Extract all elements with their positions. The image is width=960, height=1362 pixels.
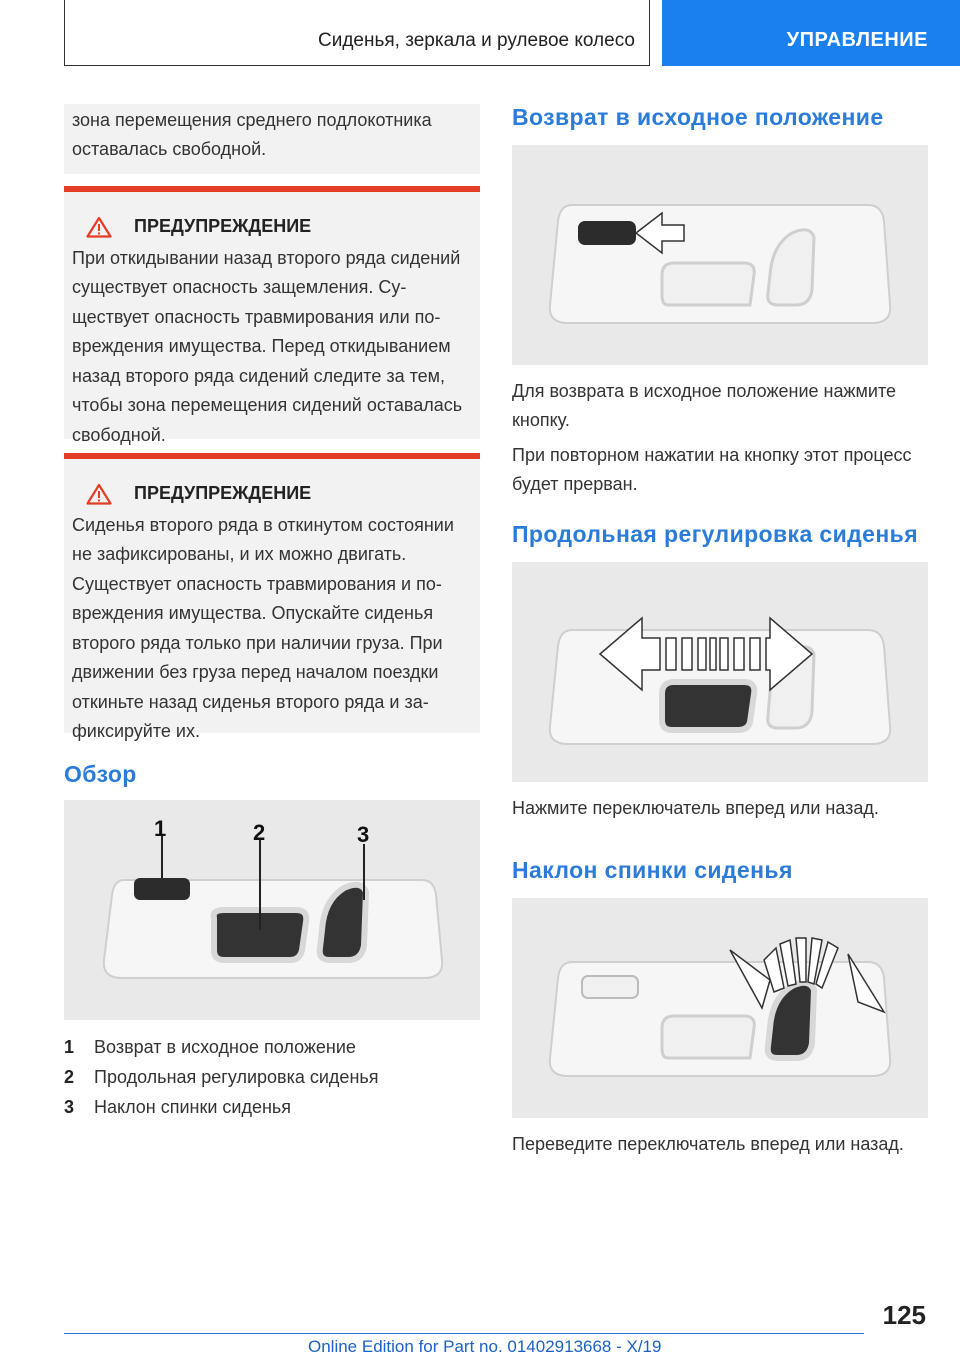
header-chapter-label: УПРАВЛЕНИЕ <box>786 29 928 51</box>
warning-title: ПРЕДУПРЕЖДЕНИЕ <box>72 212 472 242</box>
longitudinal-paragraph: Нажмите переключатель вперед или назад. <box>512 798 879 818</box>
longitudinal-adjust-image <box>512 562 928 782</box>
callout-1: 1 <box>154 816 167 841</box>
reset-illustration <box>512 145 928 365</box>
backrest-paragraph: Переведите переключатель вперед или назад. <box>512 1134 904 1154</box>
longitudinal-illustration <box>512 562 928 782</box>
warning-text-2: Сиденья второго ряда в откинутом состоянии не зафиксированы, и их можно двигать. Существует опасность травмирования и повреждения имущества. Опускайте сиденья второго ряда только при наличии груза. При движении без груза перед началом поездки откиньте назад сиденья второго ряда и зафиксируйте их. <box>72 514 454 741</box>
page-number: 125 <box>882 1300 926 1330</box>
callout-3: 3 <box>357 822 370 847</box>
list-item: 2 Продольная регулировка сиденья <box>64 1067 379 1087</box>
header-chapter-tab <box>662 0 960 66</box>
header-section-box <box>64 0 650 66</box>
warning-text-1: При откидывании назад второго ряда сидений существует опасность защемления. Существует опасность травмирования или повреждения имущества. Перед откидыванием назад второго ряда сидений следите за тем, чтобы зона перемещения сидений оставалась свободной. <box>72 247 463 445</box>
reset-paragraph-1: Для возврата в исходное положение нажмите кнопку. <box>512 381 897 430</box>
overview-legend <box>64 1032 480 1122</box>
warning-triangle-icon <box>86 483 112 505</box>
list-item: 1 Возврат в исходное положение <box>64 1037 356 1057</box>
reset-button-image <box>512 145 928 365</box>
warning-triangle-icon <box>86 216 112 238</box>
reset-heading: Возврат в исходное положение <box>512 104 884 130</box>
warning-box-2 <box>64 453 480 741</box>
longitudinal-heading: Продольная регулировка сиденья <box>512 521 919 547</box>
seat-controls-illustration <box>64 800 480 1020</box>
warning-box-1 <box>64 186 480 445</box>
top-note: зона перемещения среднего подлокотника оставалась свободной. <box>64 104 480 174</box>
footer-edition: Online Edition for Part no. 01402913668 - X/19 <box>308 1337 662 1356</box>
warning-title: ПРЕДУПРЕЖДЕНИЕ <box>72 479 472 509</box>
backrest-heading: Наклон спинки сиденья <box>512 857 793 883</box>
overview-seat-controls-image <box>64 800 480 1020</box>
left-column <box>64 104 480 1122</box>
reset-paragraph-2: При повторном нажатии на кнопку этот процесс будет прерван. <box>512 445 912 494</box>
callout-2: 2 <box>253 820 266 845</box>
backrest-illustration <box>512 898 928 1118</box>
list-item: 3 Наклон спинки сиденья <box>64 1097 292 1117</box>
header-section-title: Сиденья, зеркала и рулевое колесо <box>318 30 635 51</box>
overview-heading: Обзор <box>64 761 137 787</box>
right-column <box>512 104 928 1159</box>
backrest-adjust-image <box>512 898 928 1118</box>
footer-divider <box>64 1333 864 1334</box>
